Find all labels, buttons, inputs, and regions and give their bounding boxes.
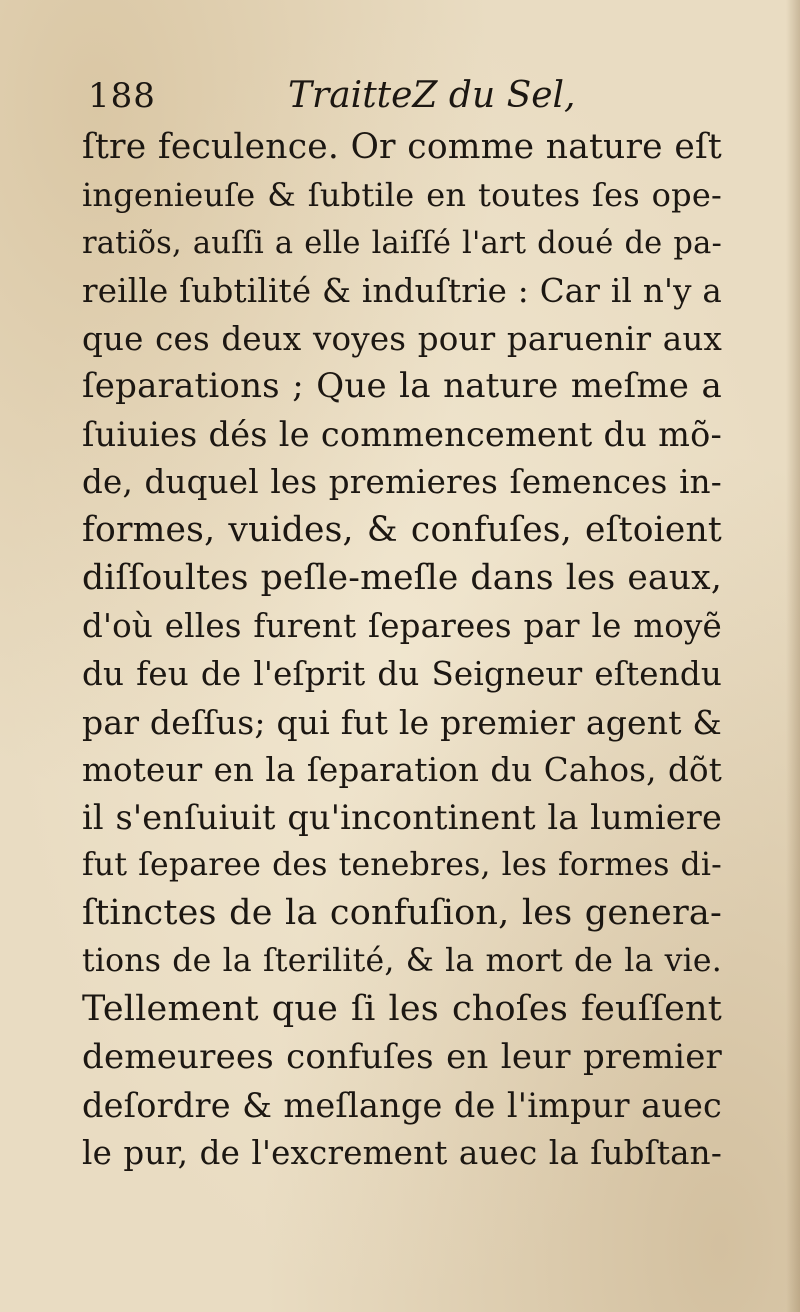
text-line: deſordre & meſlange de l'impur auec (82, 1085, 722, 1125)
text-line: le pur, de l'excrement auec la ſubſtan- (82, 1133, 722, 1172)
text-line: diſſoultes peſle-meſle dans les eaux, (82, 558, 722, 599)
text-line: tions de la ſterilité, & la mort de la vie. (82, 943, 722, 980)
text-line: du feu de l'eſprit du Seigneur eſtendu (82, 654, 722, 693)
body-text (82, 124, 722, 1178)
text-line: par deſſus; qui fut le premier agent & (82, 702, 722, 742)
text-line: fut ſeparee des tenebres, les formes di- (82, 847, 722, 884)
text-line: ſtre feculence. Or comme nature eſt (82, 127, 722, 167)
text-line: Tellement que ſi les choſes feuſſent (82, 989, 722, 1030)
text-line: d'où elles furent ſeparees par le moyẽ (82, 606, 722, 645)
text-line: que ces deux voyes pour paruenir aux (82, 319, 722, 358)
text-line: demeurees confuſes en leur premier (82, 1036, 722, 1077)
page-header (88, 74, 648, 124)
text-line: reille ſubtilité & induſtrie : Car il n'y a (82, 271, 722, 310)
text-line: ingenieuſe & ſubtile en toutes ſes ope- (82, 175, 722, 214)
text-line: ratiõs, auſſi a elle laiſſé l'art doué de pa- (82, 225, 722, 261)
text-line: de, duquel les premieres ſemences in- (82, 463, 722, 502)
page-number: 188 (88, 76, 156, 116)
text-line: formes, vuides, & confuſes, eſtoient (82, 510, 722, 551)
text-line: ſtinctes de la confuſion, les genera- (82, 893, 722, 934)
page-edge-shadow (786, 0, 800, 1312)
text-line: ſuiuies dés le commencement du mõ- (82, 415, 722, 455)
text-line: il s'enſuiuit qu'incontinent la lumiere (82, 798, 722, 838)
running-title: TraitteZ du Sel, (288, 75, 576, 116)
text-line: ſeparations ; Que la nature meſme a (82, 366, 722, 407)
text-line: moteur en la ſeparation du Cahos, dõt (82, 750, 722, 789)
